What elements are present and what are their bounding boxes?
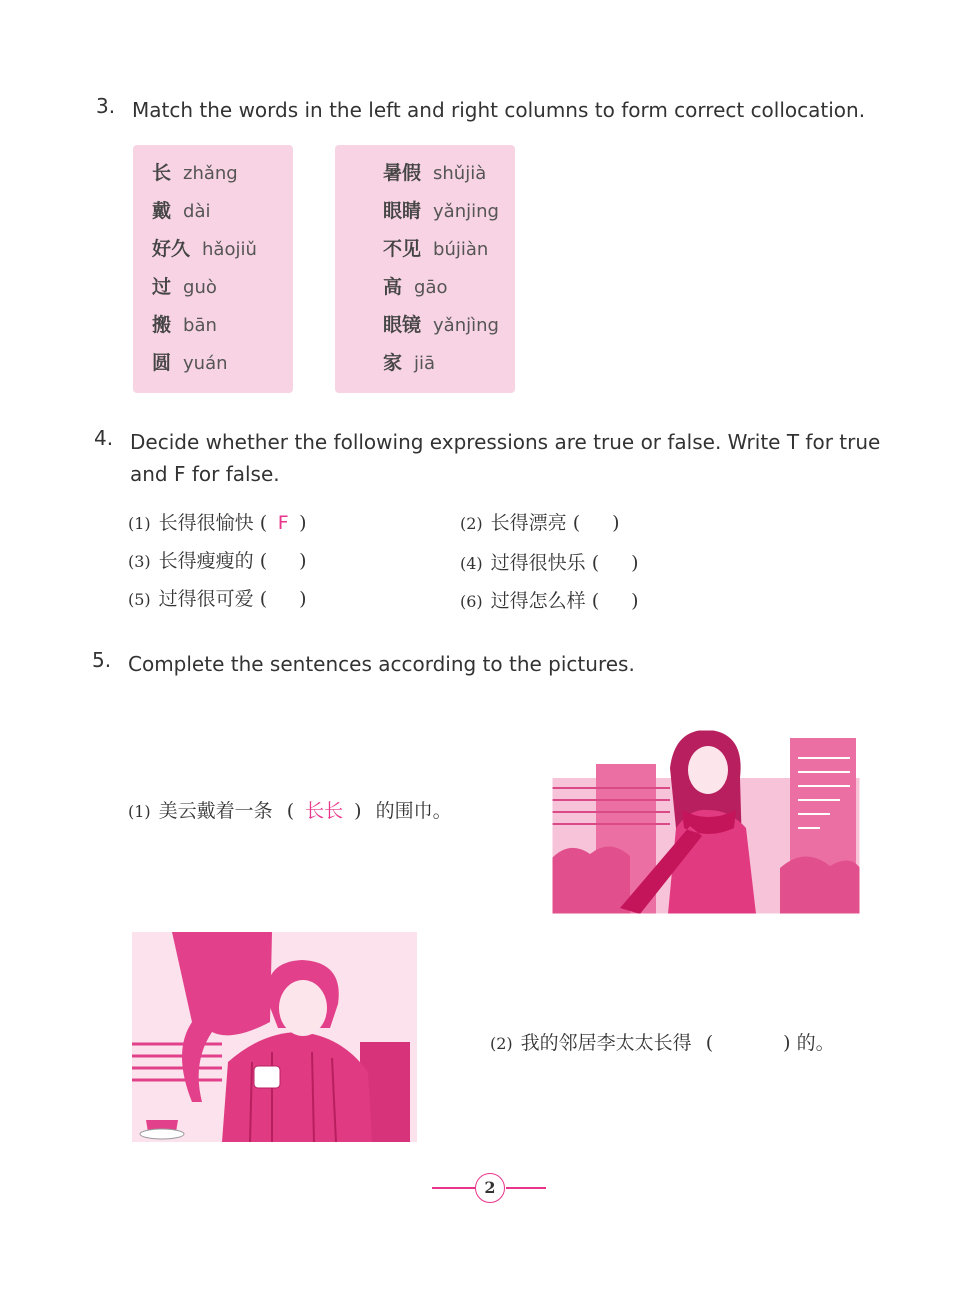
- left-word-3[interactable]: 好久 hǎojiǔ: [152, 238, 257, 260]
- left-word-6[interactable]: 圆 yuán: [152, 352, 228, 374]
- left-word-5[interactable]: 搬 bān: [152, 314, 217, 336]
- tf-item-6: (6) 过得怎么样 ( ): [460, 590, 639, 612]
- tf-item-2: (2) 长得漂亮 ( ): [460, 512, 620, 534]
- girl-face: [688, 746, 728, 794]
- right-word-5[interactable]: 眼镜 yǎnjìng: [383, 314, 499, 336]
- sentence-2: (2) 我的邻居李太太长得 ( ) 的。: [490, 1032, 835, 1054]
- question-4: [94, 426, 914, 490]
- question-4-instruction-line2: and F for false.: [130, 462, 280, 486]
- page-number-line-left: [432, 1187, 475, 1189]
- tf-answer-1[interactable]: F: [277, 512, 289, 534]
- right-word-6[interactable]: 家 jiā: [383, 352, 436, 374]
- left-word-1[interactable]: 长 zhǎng: [152, 162, 238, 184]
- right-word-3[interactable]: 不见 bújiàn: [383, 238, 489, 260]
- left-word-2[interactable]: 戴 dài: [152, 200, 211, 222]
- sentence-1: (1) 美云戴着一条 ( 长长 ) 的围巾。: [128, 796, 452, 823]
- left-word-4[interactable]: 过 guò: [152, 276, 217, 298]
- tf-item-5: (5) 过得很可爱 ( ): [128, 588, 307, 610]
- question-5: [92, 648, 892, 680]
- question-4-number: 4.: [94, 426, 114, 450]
- right-word-1[interactable]: 暑假 shǔjià: [383, 162, 487, 184]
- tf-item-4: (4) 过得很快乐 ( ): [460, 552, 639, 574]
- teacup: [254, 1066, 280, 1088]
- page-number-line-right: [506, 1187, 546, 1189]
- question-4-instruction-line1: Decide whether the following expressions are true or false. Write T for true: [130, 430, 881, 454]
- tf-item-3: (3) 长得瘦瘦的 ( ): [128, 550, 307, 572]
- right-word-2[interactable]: 眼睛 yǎnjing: [383, 200, 499, 222]
- sentence-1-answer[interactable]: 长长: [305, 800, 344, 822]
- question-3: [96, 94, 896, 126]
- plate: [140, 1129, 184, 1139]
- old-lady-with-tea-illustration: [132, 932, 417, 1142]
- girl-with-scarf-illustration: [550, 728, 862, 916]
- tf-item-1: (1) 长得很愉快 ( F ): [128, 512, 307, 534]
- question-3-instruction: Match the words in the left and right columns to form correct collocation.: [132, 98, 866, 122]
- right-word-4[interactable]: 高 gāo: [383, 276, 448, 298]
- question-5-number: 5.: [92, 648, 112, 672]
- lady-face: [279, 980, 327, 1036]
- question-3-number: 3.: [96, 94, 116, 118]
- page-number: 2: [475, 1173, 505, 1203]
- question-5-instruction: Complete the sentences according to the pictures.: [128, 652, 635, 676]
